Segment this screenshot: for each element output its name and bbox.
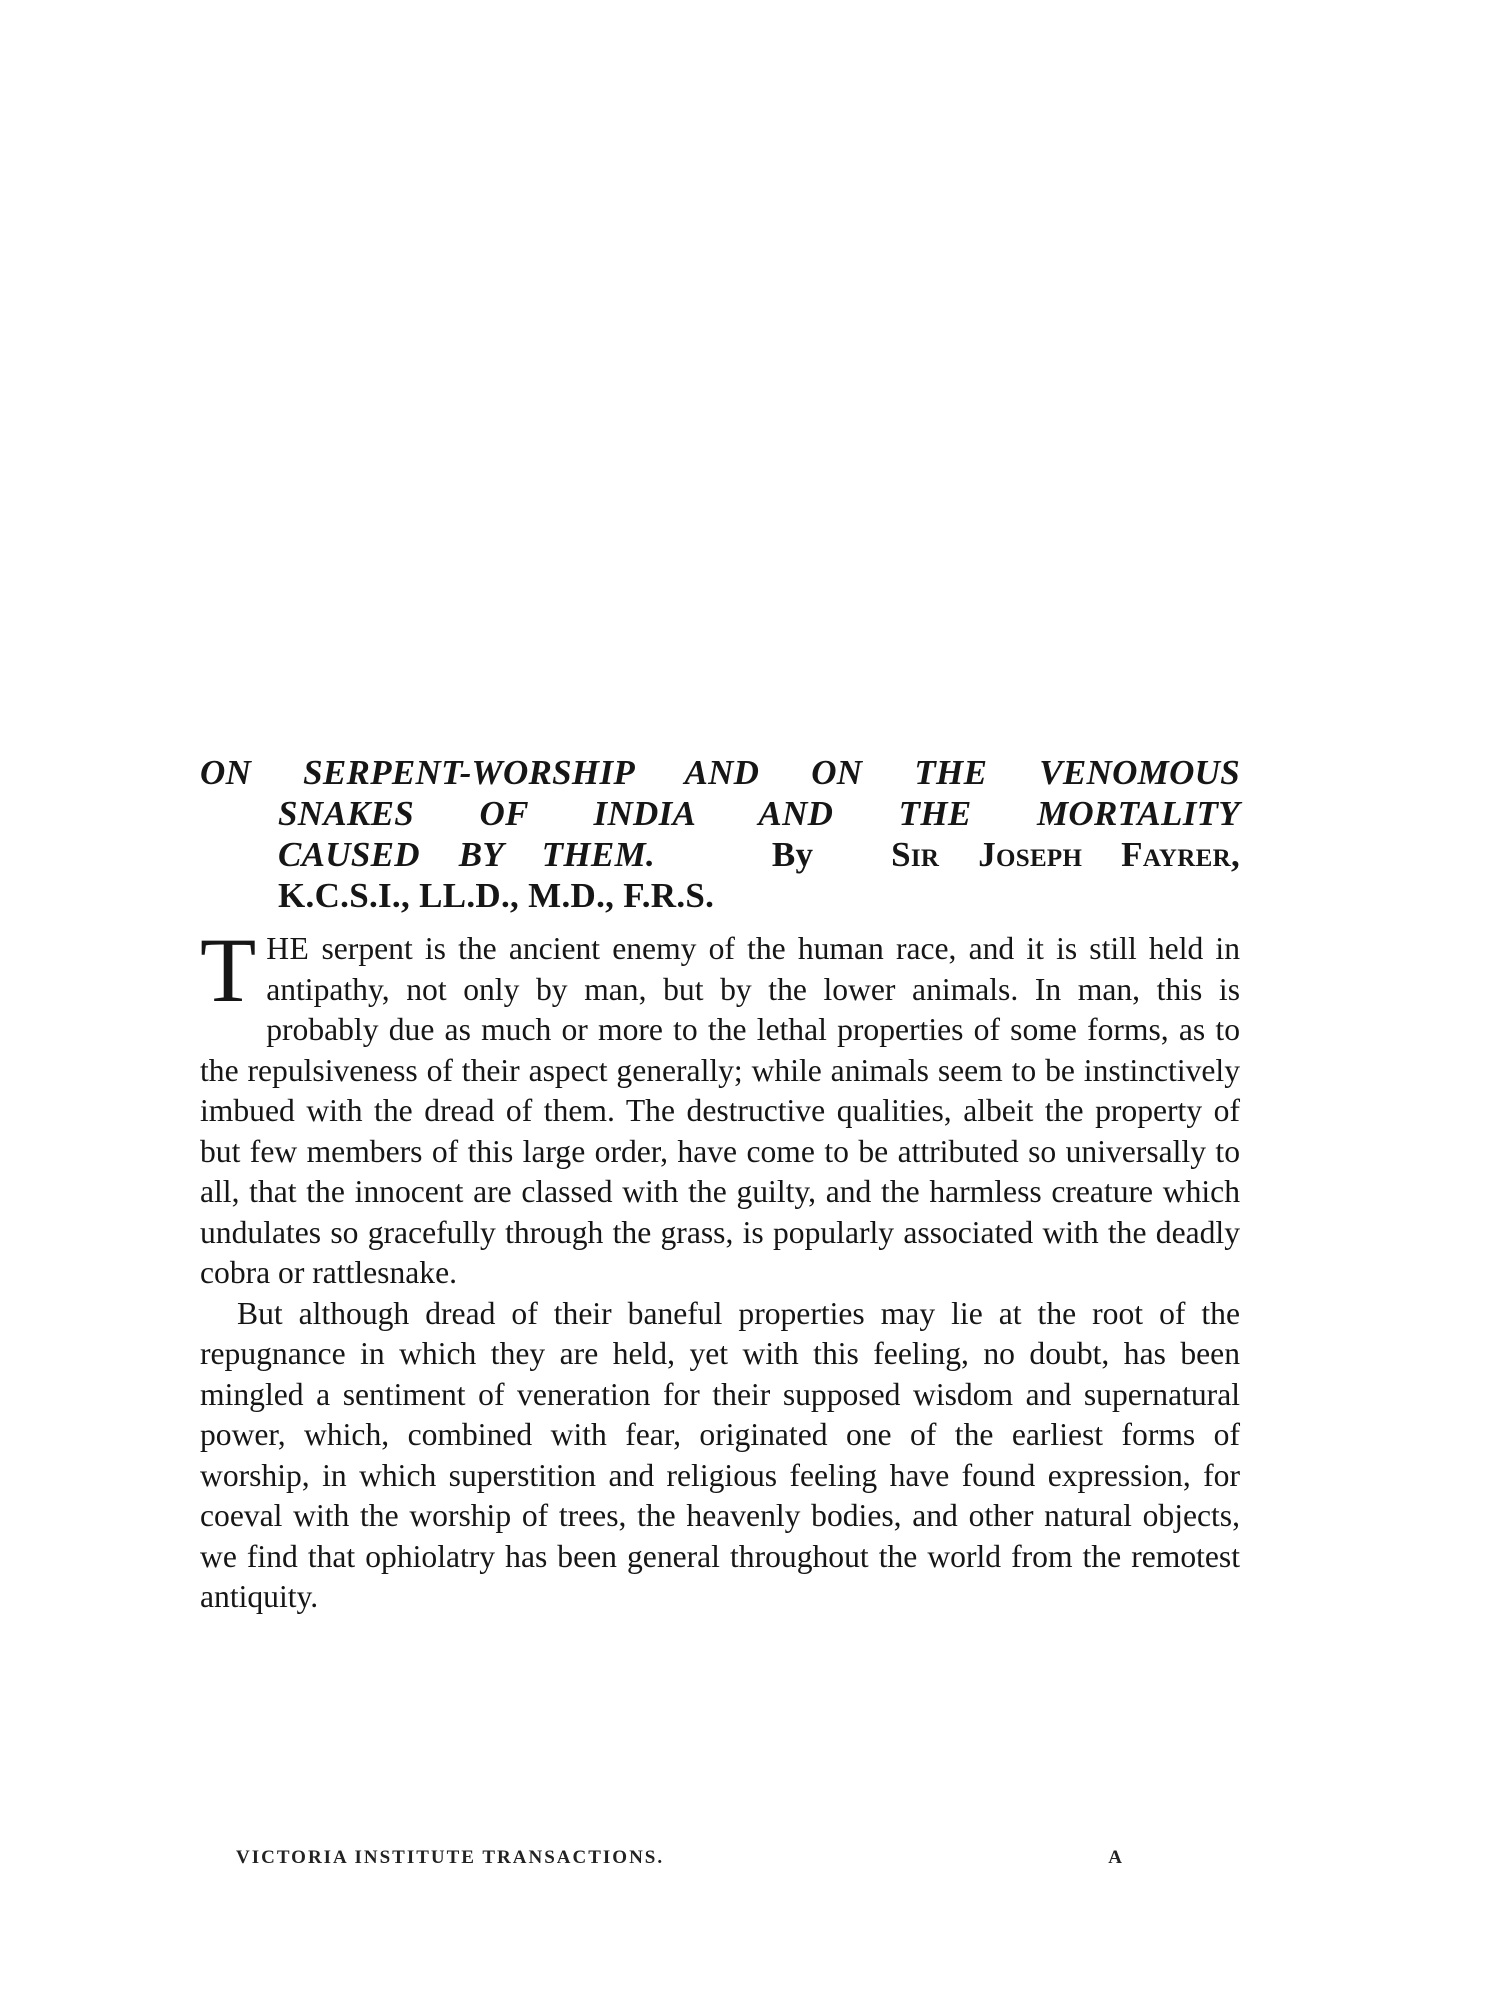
title-line-2: SNAKES OF INDIA AND THE MORTALITY	[278, 794, 1240, 833]
article-title	[200, 752, 1240, 916]
paragraph-2: But although dread of their baneful properties may lie at the root of the repugnance in which they are held, yet with this feeling, no doubt, has been mingled a sentiment of veneration for their supposed wisdom and supernatural power, which, combined with fear, originated one of the earliest forms of worship, in which superstition and religious feeling have found expression, for coeval with the worship of trees, the heavenly bodies, and other natural objects, we find that ophiolatry has been general throughout the world from the remotest antiquity.	[200, 1295, 1240, 1614]
title-line-3	[200, 834, 1240, 875]
footer-signature: A	[1108, 1847, 1124, 1868]
first-word-rest: HE	[266, 931, 310, 966]
paragraph-1-text: serpent is the ancient enemy of the human race, and it is still held in antipathy, not only by man, but by the lower animals. In man, this is probably due as much or more to the lethal properties of some forms, as to the repulsiveness of their aspect generally; while animals seem to be instinctively imbued with the dread of them. The destructive qualities, albeit the property of but few members of this large order, have come to be attributed so universally to all, that the innocent are classed with the guilty, and the harmless creature which undulates so gracefully through the grass, is popularly associated with the deadly cobra or rattlesnake.	[200, 931, 1240, 1290]
byline-by: By	[771, 835, 814, 874]
byline-author: Sir Joseph Fayrer,	[891, 835, 1241, 874]
footer-publication: VICTORIA INSTITUTE TRANSACTIONS.	[236, 1847, 665, 1868]
article-body	[200, 919, 1240, 1618]
article	[200, 752, 1240, 1618]
drop-cap: T	[200, 919, 257, 1021]
author-credentials: K.C.S.I., LL.D., M.D., F.R.S.	[278, 876, 715, 915]
page-footer	[236, 1846, 1124, 1870]
paragraph-1	[200, 919, 1240, 1294]
title-line-1: ON SERPENT-WORSHIP AND ON THE VENOMOUS	[200, 753, 1240, 792]
title-line-3-text: CAUSED BY THEM.	[278, 835, 656, 874]
